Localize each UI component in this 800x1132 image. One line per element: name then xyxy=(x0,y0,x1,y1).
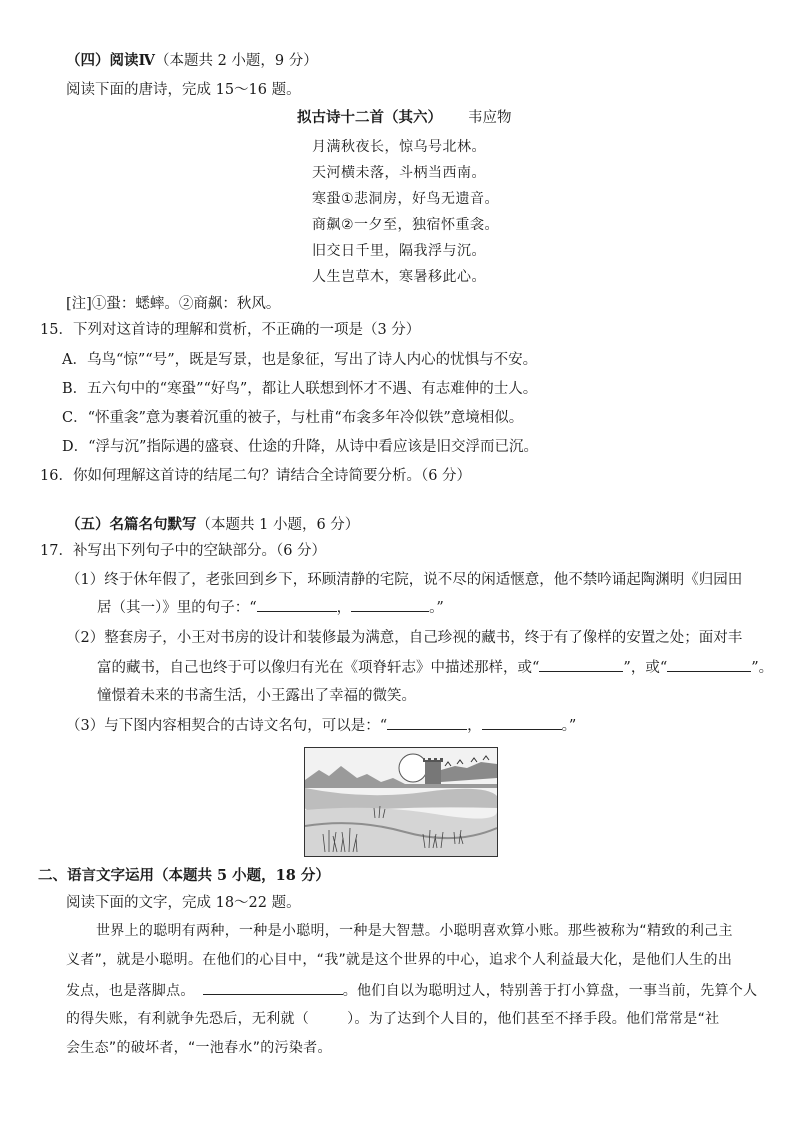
paragraph-text: 。他们自以为聪明过人，特别善于打小算盘，一事当前，先算个人 xyxy=(342,983,758,999)
q17-p1-text-b: ， xyxy=(336,600,352,616)
q17-p3-text-c: 。” xyxy=(561,718,577,734)
q17-p2-line3: 憧憬着未来的书斋生活，小王露出了幸福的微笑。 xyxy=(97,688,416,704)
q17-p2-text-b: ”，或“ xyxy=(623,660,668,676)
part2-intro: 阅读下面的文字，完成 18～22 题。 xyxy=(66,895,301,911)
section5-heading xyxy=(66,515,359,535)
section4-heading-rest: （本题共 2 小题，9 分） xyxy=(154,53,318,69)
paragraph-line: 会生态”的破坏者，“一池春水”的污染者。 xyxy=(66,1040,332,1056)
answer-blank[interactable] xyxy=(203,980,343,995)
paragraph-line: 义者”，就是小聪明。在他们的心目中，“我”就是这个世界的中心，追求个人利益最大化，是他们人生的出 xyxy=(66,952,733,968)
paragraph-text: 的得失账，有利就争先恐后，无利就（ xyxy=(66,1011,310,1027)
poem-note: [注]①蛩：蟋蟀。②商飙：秋风。 xyxy=(66,296,281,312)
section5-heading-bold: （五）名篇名句默写 xyxy=(66,516,197,533)
poem-author: 韦应物 xyxy=(468,110,512,126)
landscape-illustration xyxy=(304,747,498,857)
answer-blank[interactable] xyxy=(482,715,562,730)
answer-blank[interactable] xyxy=(387,715,467,730)
q15-option-b: B．五六句中的“寒蛩”“好鸟”，都让人联想到怀才不遇、有志难伸的士人。 xyxy=(62,381,538,397)
part2-heading: 二、语言文字运用（本题共 5 小题，18 分） xyxy=(38,867,330,884)
q17-p1-text-c: 。” xyxy=(429,600,444,616)
q17-p1-line2 xyxy=(97,597,444,618)
poem-line: 商飙②一夕至，独宿怀重衾。 xyxy=(312,217,500,233)
poem-line: 寒蛩①悲洞房，好鸟无遗音。 xyxy=(312,191,500,207)
paragraph-line xyxy=(66,1009,719,1029)
great-wall-drawing xyxy=(305,748,497,856)
section4-heading-bold: （四）阅读Ⅳ xyxy=(66,52,155,69)
q17-p2-text-a: 富的藏书，自己也终于可以像归有光在《项脊轩志》中描述那样，或“ xyxy=(97,660,540,676)
poem-line: 旧交日千里，隔我浮与沉。 xyxy=(312,243,486,259)
poem-line: 人生岂草木，寒暑移此心。 xyxy=(312,269,486,285)
q16-stem: 16．你如何理解这首诗的结尾二句？请结合全诗简要分析。（6 分） xyxy=(40,468,472,484)
q17-p2-line2 xyxy=(97,657,773,678)
poem-title: 拟古诗十二首（其六） xyxy=(297,109,442,126)
paragraph-line xyxy=(66,980,757,1001)
q17-p2-line1: （2）整套房子，小王对书房的设计和装修最为满意，自己珍视的藏书，终于有了像样的安置之处；面对丰 xyxy=(66,630,743,646)
section4-intro: 阅读下面的唐诗，完成 15～16 题。 xyxy=(66,82,301,98)
section5-heading-rest: （本题共 1 小题，6 分） xyxy=(196,517,360,533)
q17-p3-text-a: （3）与下图内容相契合的古诗文名句，可以是：“ xyxy=(66,718,388,734)
q17-p2-text-c: ”。 xyxy=(751,660,774,676)
poem-line: 天河横未落，斗柄当西南。 xyxy=(312,165,486,181)
poem-line: 月满秋夜长，惊乌号北林。 xyxy=(312,139,486,155)
q17-p3-text-b: ， xyxy=(467,718,482,734)
paragraph-text: 发点，也是落脚点。 xyxy=(66,983,195,999)
answer-blank[interactable] xyxy=(539,657,623,672)
answer-blank[interactable] xyxy=(257,597,337,612)
q17-p1-text-a: 居（其一）》里的句子：“ xyxy=(97,600,257,616)
answer-blank[interactable] xyxy=(667,657,751,672)
q17-stem: 17．补写出下列句子中的空缺部分。（6 分） xyxy=(40,543,327,559)
section4-heading xyxy=(66,51,318,71)
answer-blank[interactable] xyxy=(351,597,429,612)
q15-option-c: C．“怀重衾”意为裹着沉重的被子，与杜甫“布衾多年冷似铁”意境相似。 xyxy=(62,410,524,426)
paragraph-text: ）。为了达到个人目的，他们甚至不择手段。他们常常是“社 xyxy=(347,1011,720,1027)
q15-option-d: D．“浮与沉”指际遇的盛衰、仕途的升降，从诗中看应该是旧交浮而已沉。 xyxy=(62,439,538,455)
q17-p3-line xyxy=(66,715,576,736)
paragraph-line: 世界上的聪明有两种，一种是小聪明，一种是大智慧。小聪明喜欢算小账。那些被称为“精致的利己主 xyxy=(96,923,733,939)
q17-p1-line1: （1）终于休年假了，老张回到乡下，环顾清静的宅院，说不尽的闲适惬意，他不禁吟诵起陶渊明《归园田 xyxy=(66,572,743,588)
q15-stem: 15．下列对这首诗的理解和赏析，不正确的一项是（3 分） xyxy=(40,322,421,338)
q15-option-a: A．乌鸟“惊”“号”，既是写景，也是象征，写出了诗人内心的忧惧与不安。 xyxy=(62,352,538,368)
